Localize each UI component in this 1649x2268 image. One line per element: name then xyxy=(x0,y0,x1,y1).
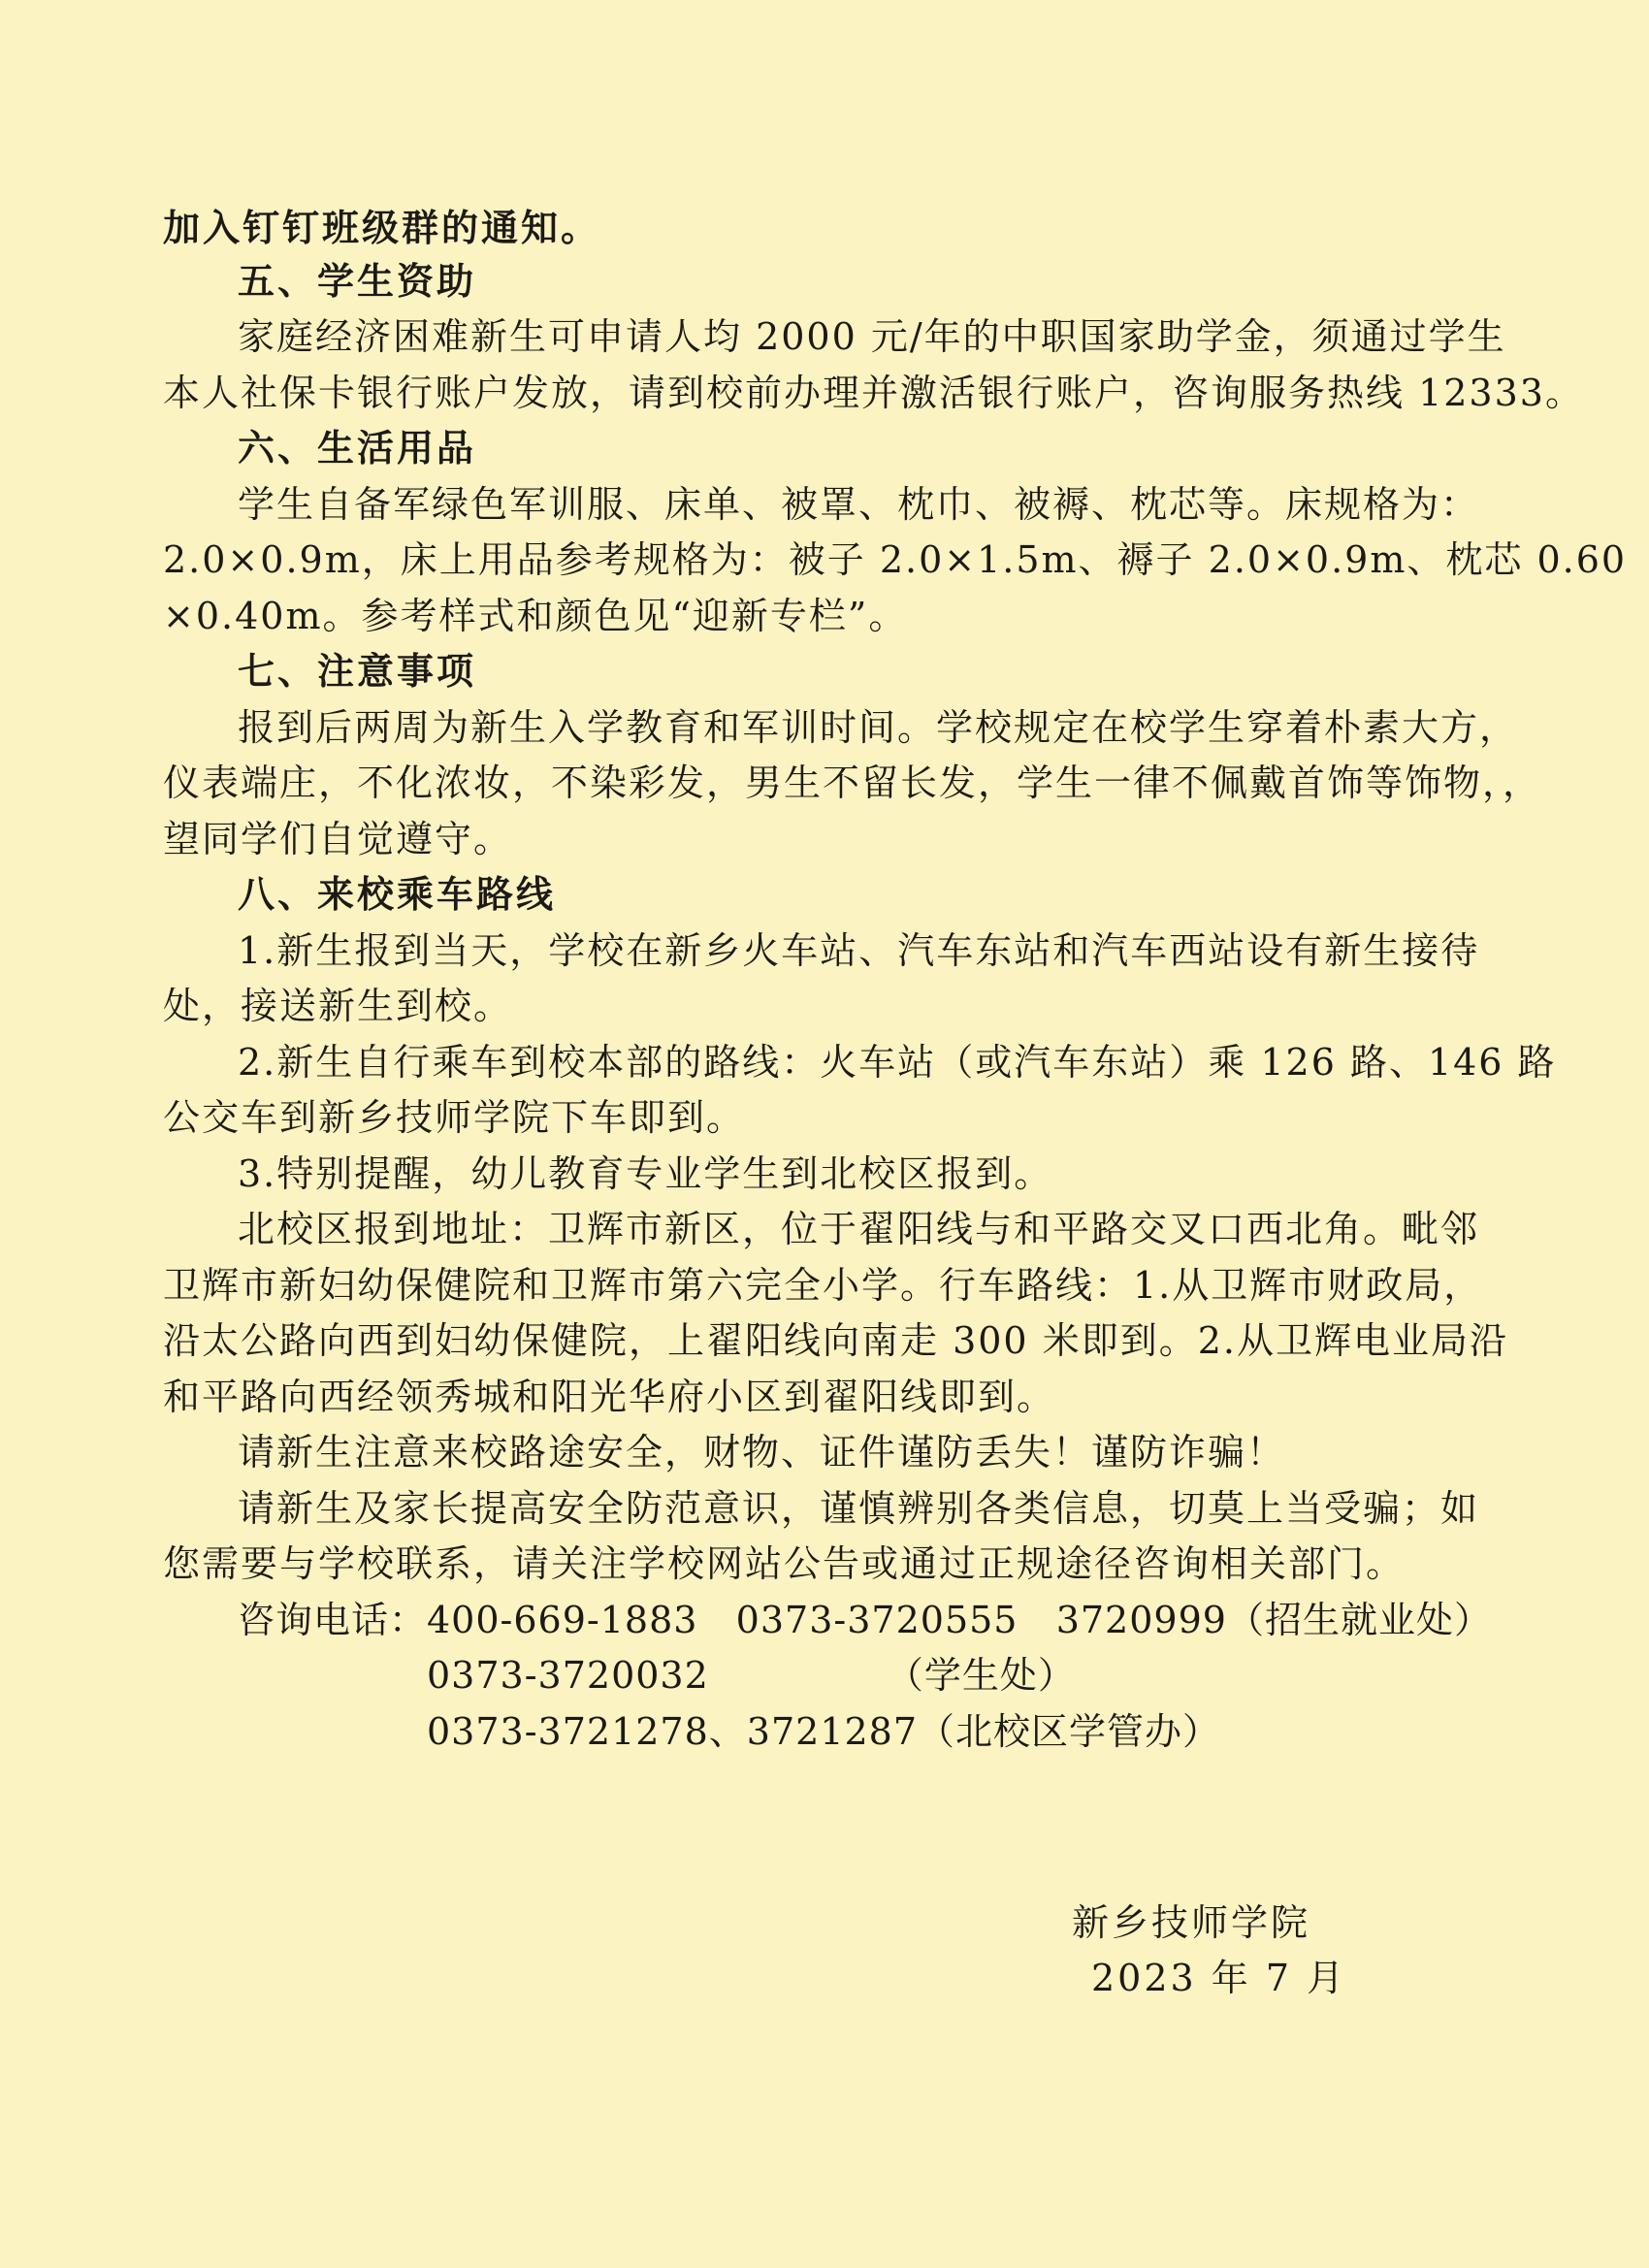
text-line: 报到后两周为新生入学教育和军训时间。学校规定在校学生穿着朴素大方， xyxy=(238,706,1519,749)
text-line: 您需要与学校联系，请关注学校网站公告或通过正规途径咨询相关部门。 xyxy=(163,1542,1406,1585)
contact-phone-line: 0373-3721278、3721287（北校区学管办） xyxy=(427,1710,1221,1753)
text-line: 3.特别提醒，幼儿教育专业学生到北校区报到。 xyxy=(238,1152,1053,1195)
text-line: 和平路向西经领秀城和阳光华府小区到翟阳线即到。 xyxy=(163,1376,1056,1418)
section-heading: 五、学生资助 xyxy=(238,260,477,303)
section-heading: 八、来校乘车路线 xyxy=(238,873,557,916)
text-line: 本人社保卡银行账户发放，请到校前办理并激活银行账户，咨询服务热线 12333。 xyxy=(163,372,1584,414)
section-heading: 七、注意事项 xyxy=(238,650,477,693)
text-line: 1.新生报到当天，学校在新乡火车站、汽车东站和汽车西站设有新生接待 xyxy=(238,929,1480,972)
text-line: 加入钉钉班级群的通知。 xyxy=(163,207,601,249)
contact-phone-line: 咨询电话：400-669-1883 0373-3720555 3720999（招生就业处） xyxy=(238,1599,1492,1641)
signature-date: 2023 年 7 月 xyxy=(1091,1957,1347,1999)
contact-phone-line: 0373-3720032 （学生处） xyxy=(427,1654,1076,1697)
text-line: 仪表端庄，不化浓妆，不染彩发，男生不留长发，学生一律不佩戴首饰等饰物，， xyxy=(163,761,1542,804)
text-line: 卫辉市新妇幼保健院和卫辉市第六完全小学。行车路线：1.从卫辉市财政局， xyxy=(163,1264,1483,1307)
text-line: 公交车到新乡技师学院下车即到。 xyxy=(163,1096,746,1139)
text-line: 2.新生自行乘车到校本部的路线：火车站（或汽车东站）乘 126 路、146 路 xyxy=(238,1041,1557,1084)
text-line: ×0.40m。参考样式和颜色见“迎新专栏”。 xyxy=(163,595,908,637)
text-line: 望同学们自觉遵守。 xyxy=(163,818,513,860)
text-line: 请新生注意来校路途安全，财物、证件谨防丢失！谨防诈骗！ xyxy=(238,1431,1286,1474)
text-line: 家庭经济困难新生可申请人均 2000 元/年的中职国家助学金，须通过学生 xyxy=(238,315,1506,358)
text-line: 2.0×0.9m，床上用品参考规格为：被子 2.0×1.5m、褥子 2.0×0.9m、枕芯 0.60 xyxy=(163,538,1628,581)
section-heading: 六、生活用品 xyxy=(238,427,477,470)
text-line: 请新生及家长提高安全防范意识，谨慎辨别各类信息，切莫上当受骗；如 xyxy=(238,1487,1480,1530)
text-line: 学生自备军绿色军训服、床单、被罩、枕巾、被褥、枕芯等。床规格为： xyxy=(238,483,1480,526)
signature-organization: 新乡技师学院 xyxy=(1072,1901,1311,1944)
text-line: 沿太公路向西到妇幼保健院，上翟阳线向南走 300 米即到。2.从卫辉电业局沿 xyxy=(163,1319,1508,1362)
text-line: 北校区报到地址：卫辉市新区，位于翟阳线与和平路交叉口西北角。毗邻 xyxy=(238,1208,1480,1250)
text-line: 处，接送新生到校。 xyxy=(163,985,513,1027)
